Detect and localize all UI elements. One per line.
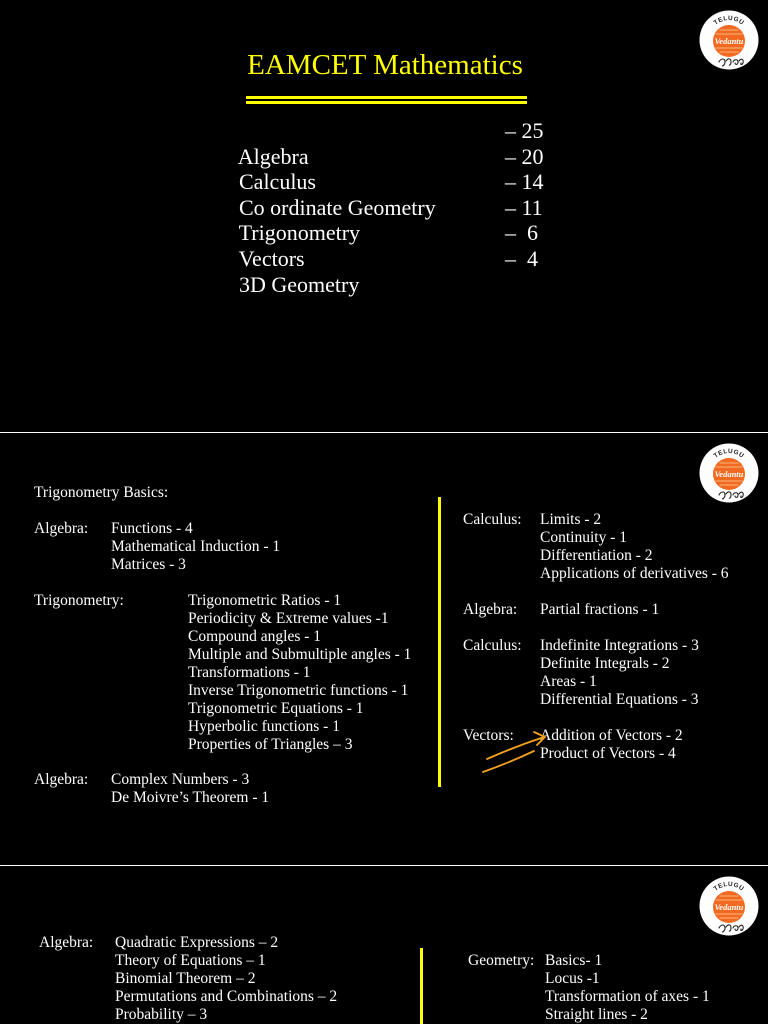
topic-item: Locus -1 [545,970,600,987]
group-label: Calculus: [463,637,522,654]
topic-item: Continuity - 1 [540,529,627,546]
group-label: Calculus: [463,511,522,528]
group-label: Algebra: [34,771,89,788]
hand-drawn-arrow-annotation [0,433,768,865]
topic-item: Permutations and Combinations – 2 [115,988,338,1005]
topic-item: Mathematical Induction - 1 [111,538,281,555]
topic-name: Trigonometry [238,220,361,246]
title-double-underline [246,96,527,104]
weightage-row [206,245,566,297]
logo-top-text: TELUGU [712,880,746,893]
group-items [545,952,710,1024]
topic-marks: – 25 [505,118,544,143]
logo-brand-text: Vedantu [714,36,744,46]
topic-item: Properties of Triangles – 3 [188,736,353,753]
group-items [115,934,337,1024]
arrow-stroke [483,751,534,772]
topic-item: Inverse Trigonometric functions - 1 [188,682,409,699]
topic-item: Trigonometric Equations - 1 [188,700,364,717]
topic-item: Multiple and Submultiple angles - 1 [188,646,412,663]
topic-item: Straight lines - 2 [545,1006,648,1023]
topic-item: Product of Vectors - 4 [540,745,676,762]
topic-item: Quadratic Expressions – 2 [115,934,279,951]
logo-top-text: TELUGU [712,447,746,460]
logo-top-text: TELUGU [712,14,746,27]
topic-item: Addition of Vectors - 2 [540,727,683,744]
topic-item: Differential Equations - 3 [540,691,699,708]
topic-item: Transformations - 1 [188,664,311,681]
group-label: Algebra: [463,601,518,618]
topic-item: Differentiation - 2 [540,547,653,564]
slide-topic-breakdown-2 [0,866,768,1024]
group-label: Vectors: [463,727,514,744]
page-title: EAMCET Mathematics [247,49,523,81]
topic-item: De Moivre’s Theorem - 1 [111,789,270,806]
topic-item: Complex Numbers - 3 [111,771,250,788]
group-label: Trigonometry: [34,592,124,609]
section-heading: Trigonometry Basics: [34,484,169,501]
topic-marks: – 14 [505,169,544,195]
topic-item: Partial fractions - 1 [540,601,660,618]
column-divider [420,948,423,1024]
topic-item: Hyperbolic functions - 1 [188,718,340,735]
topic-item: Matrices - 3 [111,556,186,573]
topic-item: Applications of derivatives - 6 [540,565,729,582]
topic-item: Binomial Theorem – 2 [115,970,256,987]
topic-item: Trigonometric Ratios - 1 [188,592,342,609]
topic-item: Functions - 4 [111,520,193,537]
topic-item: Areas - 1 [540,673,597,690]
topic-item: Limits - 2 [540,511,602,528]
topic-item: Probability – 3 [115,1006,208,1023]
weightage-row [206,194,566,246]
topic-item: Periodicity & Extreme values -1 [188,610,389,627]
slide-topic-breakdown-1 [0,433,768,865]
group-label: Geometry: [468,952,535,969]
topic-weightage-list [206,118,566,297]
vedantu-telugu-logo [699,875,759,937]
logo-brand-text: Vedantu [714,902,744,912]
topic-name: Calculus [239,169,316,195]
topic-marks: – 6 [505,220,538,246]
arrow-stroke [487,737,544,759]
topic-name: Algebra [237,143,309,169]
topic-item: Basics- 1 [545,952,603,969]
group-label: Algebra: [39,934,94,951]
topic-name: Co ordinate Geometry [239,194,436,220]
topic-name: 3D Geometry [239,271,360,297]
topic-name: Vectors [238,245,305,271]
group-label: Algebra: [34,520,89,537]
topic-marks: – 20 [505,143,544,169]
topic-item: Definite Integrals - 2 [540,655,670,672]
topic-item: Compound angles - 1 [188,628,322,645]
logo-brand-text: Vedantu [714,469,744,479]
topic-marks: – 4 [505,245,538,271]
topic-item: Transformation of axes - 1 [545,988,710,1005]
topic-item: Theory of Equations – 1 [115,952,266,969]
topic-item: Indefinite Integrations - 3 [540,637,699,654]
topic-marks: – 11 [505,194,543,220]
slide-overview [0,0,768,432]
weightage-row [206,220,566,271]
